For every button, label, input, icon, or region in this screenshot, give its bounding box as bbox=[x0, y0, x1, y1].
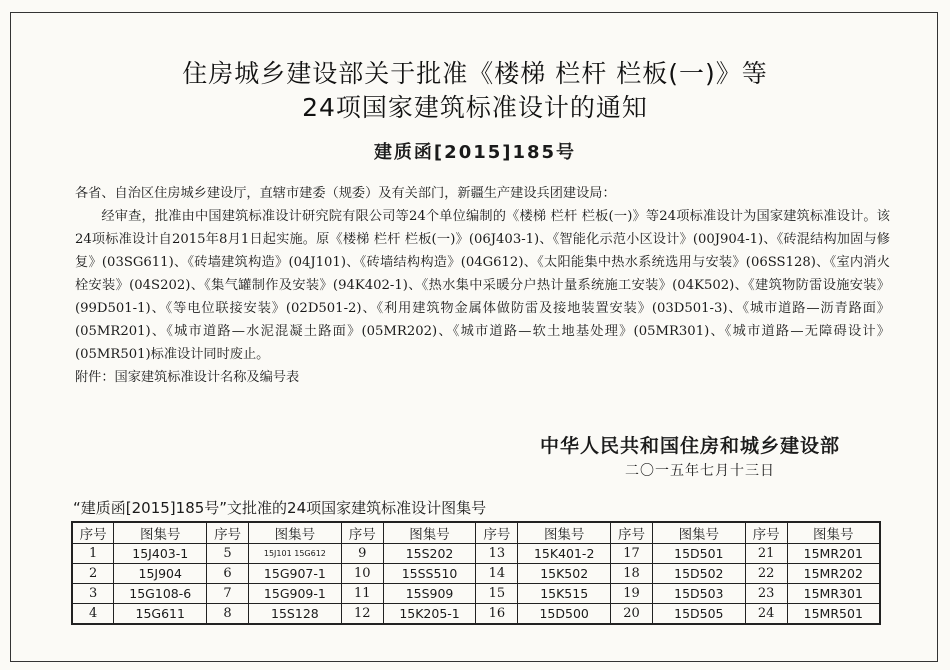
atlas-number-table bbox=[71, 521, 881, 625]
header-seq: 序号 bbox=[611, 522, 653, 544]
seq-cell: 10 bbox=[341, 564, 383, 584]
code-cell: 15G907-1 bbox=[248, 564, 341, 584]
seq-cell: 11 bbox=[341, 584, 383, 604]
seq-cell: 19 bbox=[611, 584, 653, 604]
code-cell: 15J904 bbox=[114, 564, 207, 584]
code-cell: 15D502 bbox=[652, 564, 745, 584]
table-row bbox=[72, 564, 880, 584]
seq-cell: 21 bbox=[745, 544, 787, 564]
seq-cell: 8 bbox=[207, 604, 249, 625]
issue-date: 二〇一五年七月十三日 bbox=[625, 463, 775, 479]
seq-cell: 13 bbox=[476, 544, 518, 564]
header-code: 图集号 bbox=[383, 522, 476, 544]
header-code: 图集号 bbox=[248, 522, 341, 544]
seq-cell: 2 bbox=[72, 564, 114, 584]
code-cell: 15S909 bbox=[383, 584, 476, 604]
code-cell: 15J101 15G612 bbox=[248, 544, 341, 564]
seq-cell: 7 bbox=[207, 584, 249, 604]
header-seq: 序号 bbox=[72, 522, 114, 544]
seq-cell: 20 bbox=[611, 604, 653, 625]
seq-cell: 17 bbox=[611, 544, 653, 564]
code-cell: 15G611 bbox=[114, 604, 207, 625]
code-cell: 15S128 bbox=[248, 604, 341, 625]
salutation: 各省、自治区住房城乡建设厅，直辖市建委（规委）及有关部门，新疆生产建设兵团建设局： bbox=[75, 186, 616, 201]
attachment-note: 附件：国家建筑标准设计名称及编号表 bbox=[75, 370, 300, 385]
code-cell: 15D503 bbox=[652, 584, 745, 604]
header-code: 图集号 bbox=[518, 522, 611, 544]
header-code: 图集号 bbox=[114, 522, 207, 544]
issuing-authority: 中华人民共和国住房和城乡建设部 bbox=[540, 435, 841, 457]
table-row bbox=[72, 544, 880, 564]
table-row bbox=[72, 604, 880, 625]
header-seq: 序号 bbox=[476, 522, 518, 544]
code-cell: 15MR201 bbox=[787, 544, 880, 564]
header-seq: 序号 bbox=[745, 522, 787, 544]
seq-cell: 3 bbox=[72, 584, 114, 604]
table-caption: “建质函[2015]185号”文批准的24项国家建筑标准设计图集号 bbox=[73, 499, 487, 517]
seq-cell: 16 bbox=[476, 604, 518, 625]
code-cell: 15D501 bbox=[652, 544, 745, 564]
code-cell: 15MR202 bbox=[787, 564, 880, 584]
table-row bbox=[72, 584, 880, 604]
code-cell: 15MR301 bbox=[787, 584, 880, 604]
code-cell: 15D505 bbox=[652, 604, 745, 625]
seq-cell: 14 bbox=[476, 564, 518, 584]
code-cell: 15G909-1 bbox=[248, 584, 341, 604]
code-cell: 15K515 bbox=[518, 584, 611, 604]
seq-cell: 6 bbox=[207, 564, 249, 584]
table-header-row bbox=[72, 522, 880, 544]
seq-cell: 15 bbox=[476, 584, 518, 604]
seq-cell: 18 bbox=[611, 564, 653, 584]
code-cell: 15S202 bbox=[383, 544, 476, 564]
seq-cell: 9 bbox=[341, 544, 383, 564]
seq-cell: 1 bbox=[72, 544, 114, 564]
notice-body bbox=[75, 182, 890, 389]
code-cell: 15D500 bbox=[518, 604, 611, 625]
header-seq: 序号 bbox=[341, 522, 383, 544]
header-code: 图集号 bbox=[787, 522, 880, 544]
document-number: 建质函[2015]185号 bbox=[373, 142, 577, 163]
code-cell: 15K401-2 bbox=[518, 544, 611, 564]
seq-cell: 22 bbox=[745, 564, 787, 584]
seq-cell: 5 bbox=[207, 544, 249, 564]
notice-title-line1: 住房城乡建设部关于批准《楼梯 栏杆 栏板(一)》等 bbox=[182, 59, 768, 88]
code-cell: 15K205-1 bbox=[383, 604, 476, 625]
seq-cell: 4 bbox=[72, 604, 114, 625]
seq-cell: 23 bbox=[745, 584, 787, 604]
code-cell: 15MR501 bbox=[787, 604, 880, 625]
body-paragraph: 经审查，批准由中国建筑标准设计研究院有限公司等24个单位编制的《楼梯 栏杆 栏板(一)》等24项标准设计为国家建筑标准设计。该24项标准设计自2015年8月1日起实施。原《楼梯 栏杆 栏板(一)》(06J403-1)、《智能化示范小区设计》(00J904-1)、《砖混结构加固与修复》(03SG611)、《砖墙建筑构造》(04J101)、《砖墙结构构造》(04G612)、《太阳能集中热水系统选用与安装》(06SS128)、《室内消火栓安装》(04S202)、《集气罐制作及安装》(94K402-1)、《热水集中采暖分户热计量系统施工安装》(04K502)、《建筑物防雷设施安装》(99D501-1)、《等电位联接安装》(02D501-2)、《利用建筑物金属体做防雷及接地装置安装》(03D501-3)、《城市道路—沥青路面》(05MR201)、《城市道路—水泥混凝土路面》(05MR202)、《城市道路—软土地基处理》(05MR301)、《城市道路—无障碍设计》(05MR501)标准设计同时废止。 bbox=[75, 209, 890, 362]
code-cell: 15SS510 bbox=[383, 564, 476, 584]
code-cell: 15G108-6 bbox=[114, 584, 207, 604]
seq-cell: 24 bbox=[745, 604, 787, 625]
seq-cell: 12 bbox=[341, 604, 383, 625]
header-seq: 序号 bbox=[207, 522, 249, 544]
header-code: 图集号 bbox=[652, 522, 745, 544]
notice-title-line2: 24项国家建筑标准设计的通知 bbox=[302, 93, 648, 122]
code-cell: 15K502 bbox=[518, 564, 611, 584]
code-cell: 15J403-1 bbox=[114, 544, 207, 564]
